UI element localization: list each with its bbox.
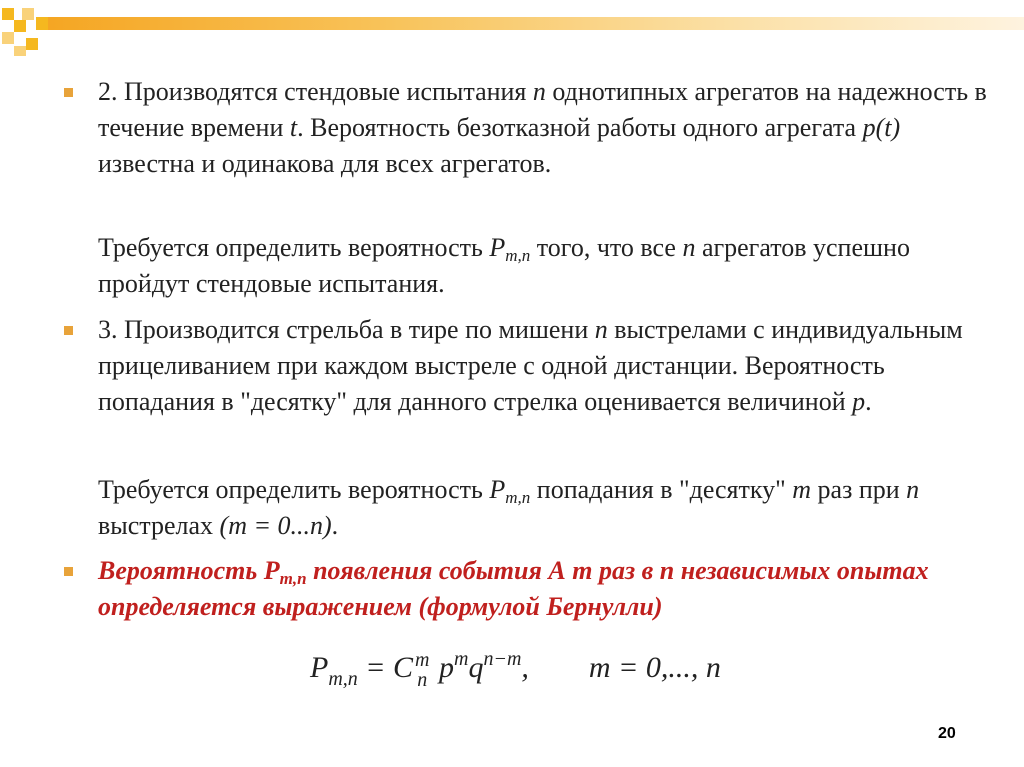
bernoulli-statement: Вероятность $P_{m,n}$ появления события А m раз в n независимых опытах определяется выражением (формулой Бернулли) [98, 556, 929, 621]
item-2-text: 2. Производятся стендовые испытания n однотипных агрегатов на надежность в течение времени t. Вероятность безотказной работы одного агрегата p(t) известна и одинакова для всех агрегатов. [98, 77, 987, 178]
item-3-requirement: Требуется определить вероятность $P_{m,n}$ попадания в "десятку" m раз при n выстрелах (m = 0...n). [98, 475, 920, 540]
bullet-icon [64, 88, 73, 97]
item-3-text: 3. Производится стрельба в тире по мишени n выстрелами с индивидуальным прицеливанием при каждом выстреле с одной дистанции. Вероятность попадания в "десятку" для данного стрелка оценивается величиной p. [98, 315, 963, 416]
page-number: 20 [938, 725, 956, 742]
bernoulli-formula: $P_{m,n} = C$ m n $p^mq^{n-m}$, m = 0,..., n [310, 648, 721, 692]
item-2-requirement: Требуется определить вероятность $P_{m,n}$ того, что все n агрегатов успешно пройдут стендовые испытания. [98, 233, 910, 298]
bullet-icon [64, 326, 73, 335]
bullet-icon [64, 567, 73, 576]
